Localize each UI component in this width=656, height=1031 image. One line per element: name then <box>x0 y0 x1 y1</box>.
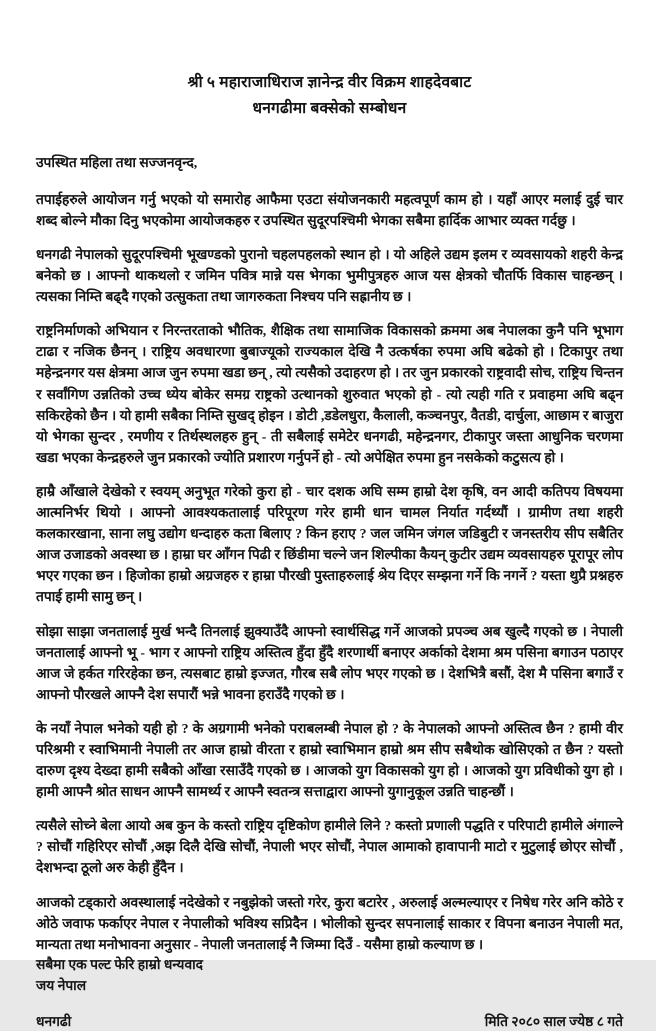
paragraph-4: हाम्रै आँखाले देखेको र स्वयम् अनुभूत गरेको कुरा हो - चार दशक अघि सम्म हाम्रो देश कृषि, वन आदी कतिपय विषयमा आत्मनिर्भर थियो । आफ्नो आवश्यकतालाई परिपूरण गरेर हामी धान चामल निर्यात गर्दथ्यौं । ग्रामीण तथा शहरी कलकारखाना, साना लघु उद्योग धन्दाहरु कता बिलाए ? किन हराए ? जल जमिन जंगल जडिबुटी र जनस्तरीय सीप सबैतिर आज उजाडको अवस्था छ । हाम्रा घर आँगन पिढी र छिंडीमा चल्ने जन शिल्पीका कैयन् कुटीर उद्यम व्यवसायहरु पूरापूर लोप भएर गएका छन । हिजोका हाम्रो अग्रजहरु र हाम्रा पौरखी पुस्ताहरुलाई श्रेय दिएर सम्झना गर्ने कि नगर्ने ? यस्ता थुप्रै प्रश्नहरु तपाई हामी सामु छन् । <box>36 483 623 605</box>
paragraph-1: तपाईहरुले आयोजन गर्नु भएको यो समारोह आफैमा एउटा संयोजनकारी महत्वपूर्ण काम हो । यहाँ आएर मलाई दुई चार शब्द बोल्ने मौका दिनु भएकोमा आयोजकहरु र उपस्थित सुदूरपश्चिमी भेगका सबैमा हार्दिक आभार व्यक्त गर्दछु । <box>36 191 623 228</box>
jai-nepal-line: जय नेपाल <box>36 977 87 993</box>
paragraph-8: आजको टड्कारो अवस्थालाई नदेखेको र नबुझेको जस्तो गरेर, कुरा बटारेर , अरुलाई अल्मल्याएर र निषेध गरेर अनि कोठे र ओठे जवाफ फर्काएर नेपाल र नेपालीको भविश्य सप्रिदैन । भोलीको सुन्दर सपनालाई साकार र विपना बनाउन नेपाली मत, मान्यता तथा मनोभावना अनुसार - नेपाली जनतालाई नै जिम्मा दिउँ - यसैमा हाम्रो कल्याण छ । <box>36 894 623 952</box>
paragraph-6: के नयाँ नेपाल भनेको यही हो ? के अग्रगामी भनेको पराबलम्बी नेपाल हो ? के नेपालको आफ्नो अस्तित्व छैन ? हामी वीर परिश्रमी र स्वाभिमानी नेपाली तर आज हाम्रो वीरता र हाम्रो स्वाभिमान हाम्रो श्रम सीप सबैथोक खोसिएको त छैन ? यस्तो दारुण दृश्य देख्दा हामी सबैको आँखा रसाउँदै गएको छ । आजको युग विकासको युग हो । आजको युग प्रविधीको युग हो । हामी आफ्नै श्रोत साधन आफ्नै सामर्थ्य र आफ्नै स्वतन्त्र सत्ताद्वारा आफ्नो युगानुकूल उन्नति चाहन्छौं । <box>36 720 623 800</box>
paragraph-7: त्यसैले सोच्ने बेला आयो अब कुन के कस्तो राष्ट्रिय दृष्टिकोण हामीले लिने ? कस्तो प्रणाली पद्धति र परिपाटी हामीले अंगाल्ने ? सोचौं गहिरिएर सोचौं ,अझ दिलै देखि सोचौं, नेपाली भएर सोचौं, नेपाल आमाको हावापानी माटो र मुटुलाई छोएर सोचौं , देशभन्दा ठूलो अरु केही हुँदैन । <box>36 818 623 876</box>
document-header <box>36 70 623 121</box>
salutation-line: उपस्थित महिला तथा सज्जनवृन्द, <box>36 155 198 171</box>
place-label: धनगढी <box>36 1014 72 1030</box>
date-label: मिति २०८० साल ज्येष्ठ ८ गते <box>484 1014 623 1030</box>
paragraph-5: सोझा साझा जनतालाई मुर्ख भन्दै तिनलाई झुक्याउँदै आफ्नो स्वार्थसिद्ध गर्ने आजको प्रपञ्च अब खुल्दै गएको छ । नेपाली जनतालाई आफ्नो भू - भाग र आफ्नो राष्ट्रिय अस्तित्व हुँदा हुँदै शरणार्थी बनाएर अर्काको देशमा श्रम पसिना बगाउन पठाएर आज जे हर्कत गरिरहेका छन, त्यसबाट हाम्रो इज्जत, गौरब सबै लोप भएर गएको छ । देशभित्रै बसौं, देश मै पसिना बगाउँ र आफ्नो पौरखले आफ्नै देश सपारौं भन्ने भावना हराउँदै गएको छ । <box>36 623 623 702</box>
paragraph-3: राष्ट्रनिर्माणको अभियान र निरन्तरताको भौतिक, शैक्षिक तथा सामाजिक विकासको क्रममा अब नेपालका कुनै पनि भूभाग टाढा र नजिक छैनन् । राष्ट्रिय अवधारणा बुबाज्यूको राज्यकाल देखि नै उत्कर्षका रुपमा अघि बढेको हो । टिकापुर तथा महेन्द्रनगर यस क्षेत्रमा आज जुन रुपमा खडा छन् , त्यो त्यसैको उदाहरण हो । तर जुन प्रकारको राष्ट्रवादी सोच, राष्ट्रिय चिन्तन र सर्वांगिण उन्नतिको उच्च ध्येय बोकेर समग्र राष्ट्रको उत्थानको शुरुवात भएको हो - त्यो त्यही गति र प्रवाहमा अघि बढ्न सकिरहेको छैन । यो हामी सबैका निम्ति सुखद् होइन । डोटी ,डडेलधुरा, कैलाली, कञ्चनपुर, वैतडी, दार्चुला, आछाम र बाजुरा यो भेगका सुन्दर , रमणीय र तिर्थस्थलहरु हुन् - ती सबैलाई समेटेर धनगढी, महेन्द्रनगर, टीकापुर जस्ता आधुनिक चरणमा खडा भएका केन्द्रहरुले जुन प्रकारको ज्योति प्रशारण गर्नुपर्ने हो - त्यो अपेक्षित रुपमा हुन नसकेको कटुसत्य हो । <box>36 323 623 465</box>
footer-row <box>36 1012 623 1031</box>
document-title-line1: श्री ५ महाराजाधिराज ज्ञानेन्द्र वीर विक्रम शाहदेवबाट <box>187 74 472 91</box>
paragraph-2: धनगढी नेपालको सुदूरपश्चिमी भूखण्डको पुरानो चहलपहलको स्थान हो । यो अहिले उद्यम इलम र व्यवसायको शहरी केन्द्र बनेको छ । आफ्नो थाकथलो र जमिन पवित्र मान्ने यस भेगका भुमीपुत्रहरु आज यस क्षेत्रको चौतर्फि विकास चाहन्छन् । त्यसका निम्ति बढ्दै गएको उत्सुकता तथा जागरुकता निश्चय पनि सह्रानीय छ । <box>36 247 623 305</box>
thanks-line: सबैमा एक पल्ट फेरि हाम्रो धन्यवाद <box>36 956 204 972</box>
document-title-line2: धनगढीमा बक्सेको सम्बोधन <box>252 99 407 117</box>
